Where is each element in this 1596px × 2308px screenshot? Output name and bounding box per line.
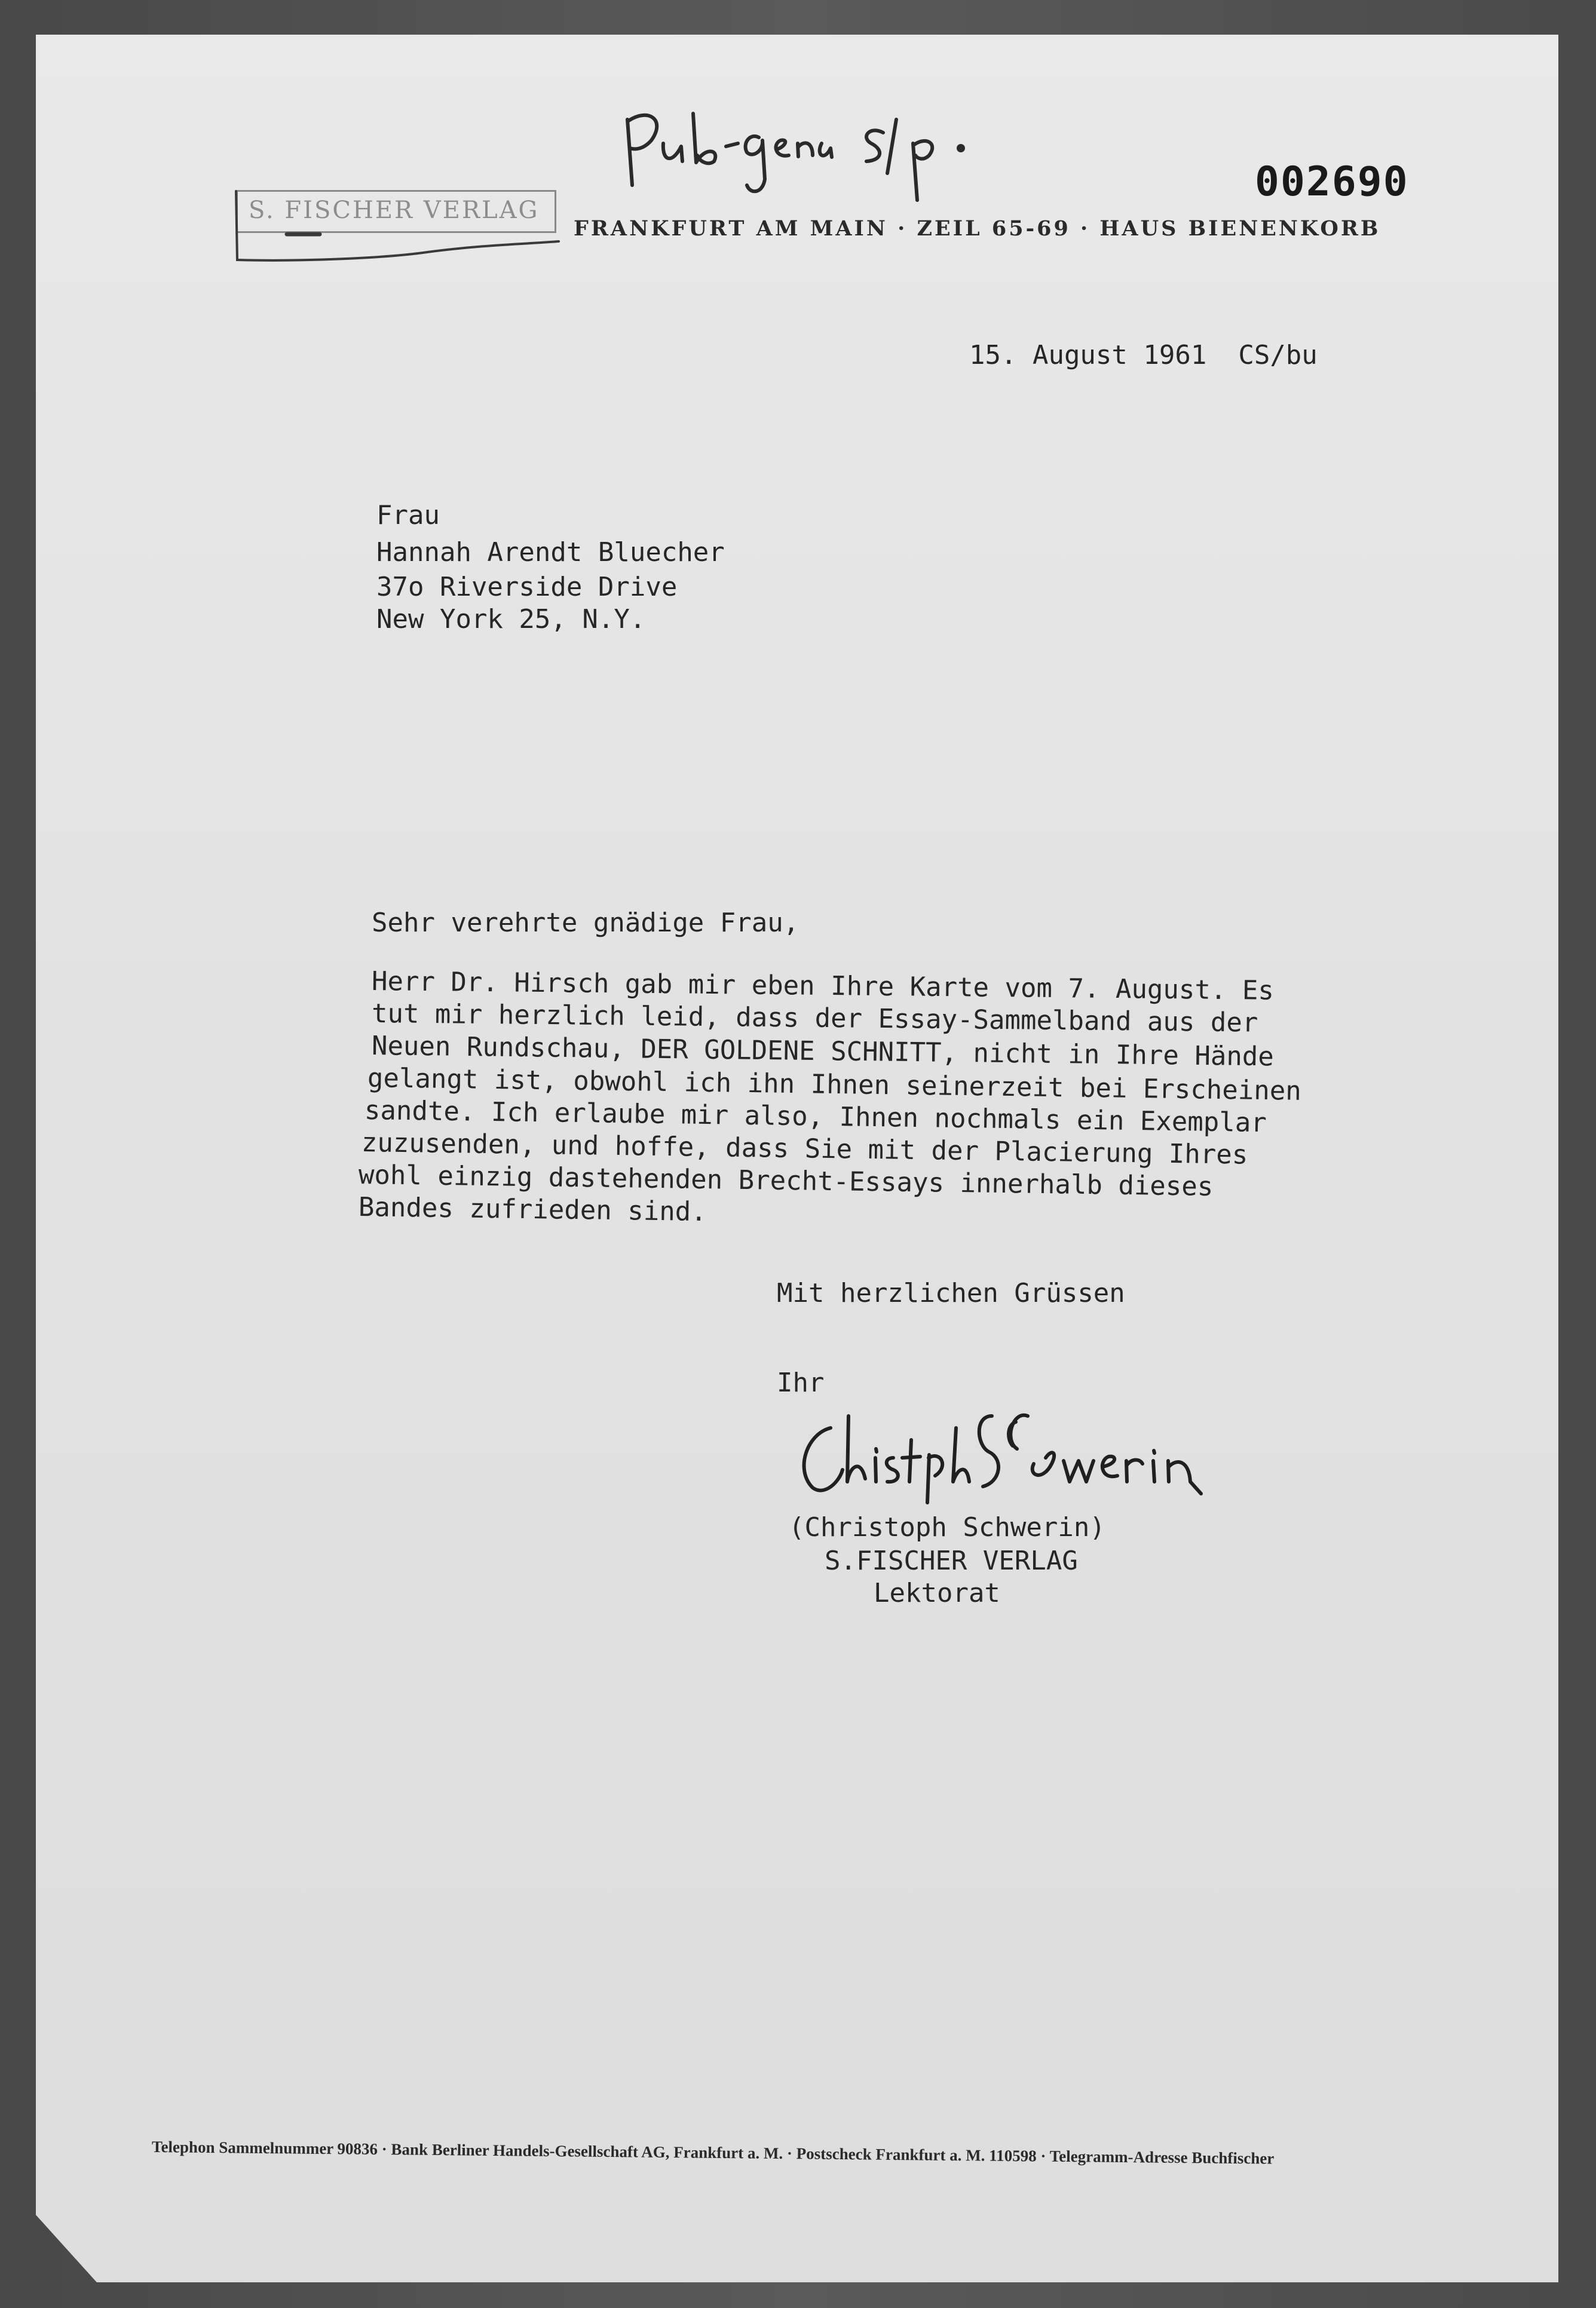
signature bbox=[795, 1392, 1225, 1530]
body-line: gelangt ist, obwohl ich ihn Ihnen seinerzeit bei Erscheinen bbox=[367, 1063, 1302, 1107]
recipient-line: Hannah Arendt Bluecher bbox=[376, 537, 725, 568]
publisher-logo-text: S. FISCHER VERLAG bbox=[249, 197, 540, 224]
body-line: tut mir herzlich leid, dass der Essay-Sammelband aus der bbox=[371, 998, 1258, 1038]
handwritten-annotation bbox=[615, 96, 986, 209]
body-line: Neuen Rundschau, DER GOLDENE SCHNITT, nicht in Ihre Hände bbox=[371, 1031, 1275, 1072]
closing-word: Ihr bbox=[777, 1368, 825, 1398]
closing: Mit herzlichen Grüssen bbox=[777, 1278, 1125, 1308]
salutation: Sehr verehrte gnädige Frau, bbox=[372, 908, 799, 938]
signatory-company: S.FISCHER VERLAG bbox=[825, 1546, 1078, 1576]
body-line: zuzusenden, und hoffe, dass Sie mit der Placierung Ihres bbox=[361, 1127, 1248, 1170]
signatory-department: Lektorat bbox=[874, 1578, 1000, 1608]
document-number: 002690 bbox=[1255, 158, 1409, 206]
signatory-name: (Christoph Schwerin) bbox=[789, 1512, 1105, 1543]
body-line: wohl einzig dastehenden Brecht-Essays innerhalb dieses bbox=[358, 1160, 1214, 1202]
body-line: sandte. Ich erlaube mir also, Ihnen nochmals ein Exemplar bbox=[364, 1095, 1267, 1139]
letterhead-address: FRANKFURT AM MAIN · ZEIL 65-69 · HAUS BIENENKORB bbox=[574, 216, 1381, 241]
logo-bracket-mark bbox=[230, 185, 565, 269]
body-line: Herr Dr. Hirsch gab mir eben Ihre Karte vom 7. August. Es bbox=[371, 966, 1275, 1006]
body-line: Bandes zufrieden sind. bbox=[358, 1192, 707, 1228]
recipient-line: 37o Riverside Drive bbox=[376, 572, 678, 602]
recipient-line: Frau bbox=[376, 500, 440, 531]
date-line: 15. August 1961 CS/bu bbox=[969, 340, 1318, 370]
recipient-line: New York 25, N.Y. bbox=[376, 604, 646, 635]
letterhead-footer: Telephon Sammelnummer 90836 · Bank Berliner Handels-Gesellschaft AG, Frankfurt a. M. · Postscheck Frankfurt a. M. 110598 · Telegramm-Adresse Buchfischer bbox=[151, 2138, 1275, 2168]
